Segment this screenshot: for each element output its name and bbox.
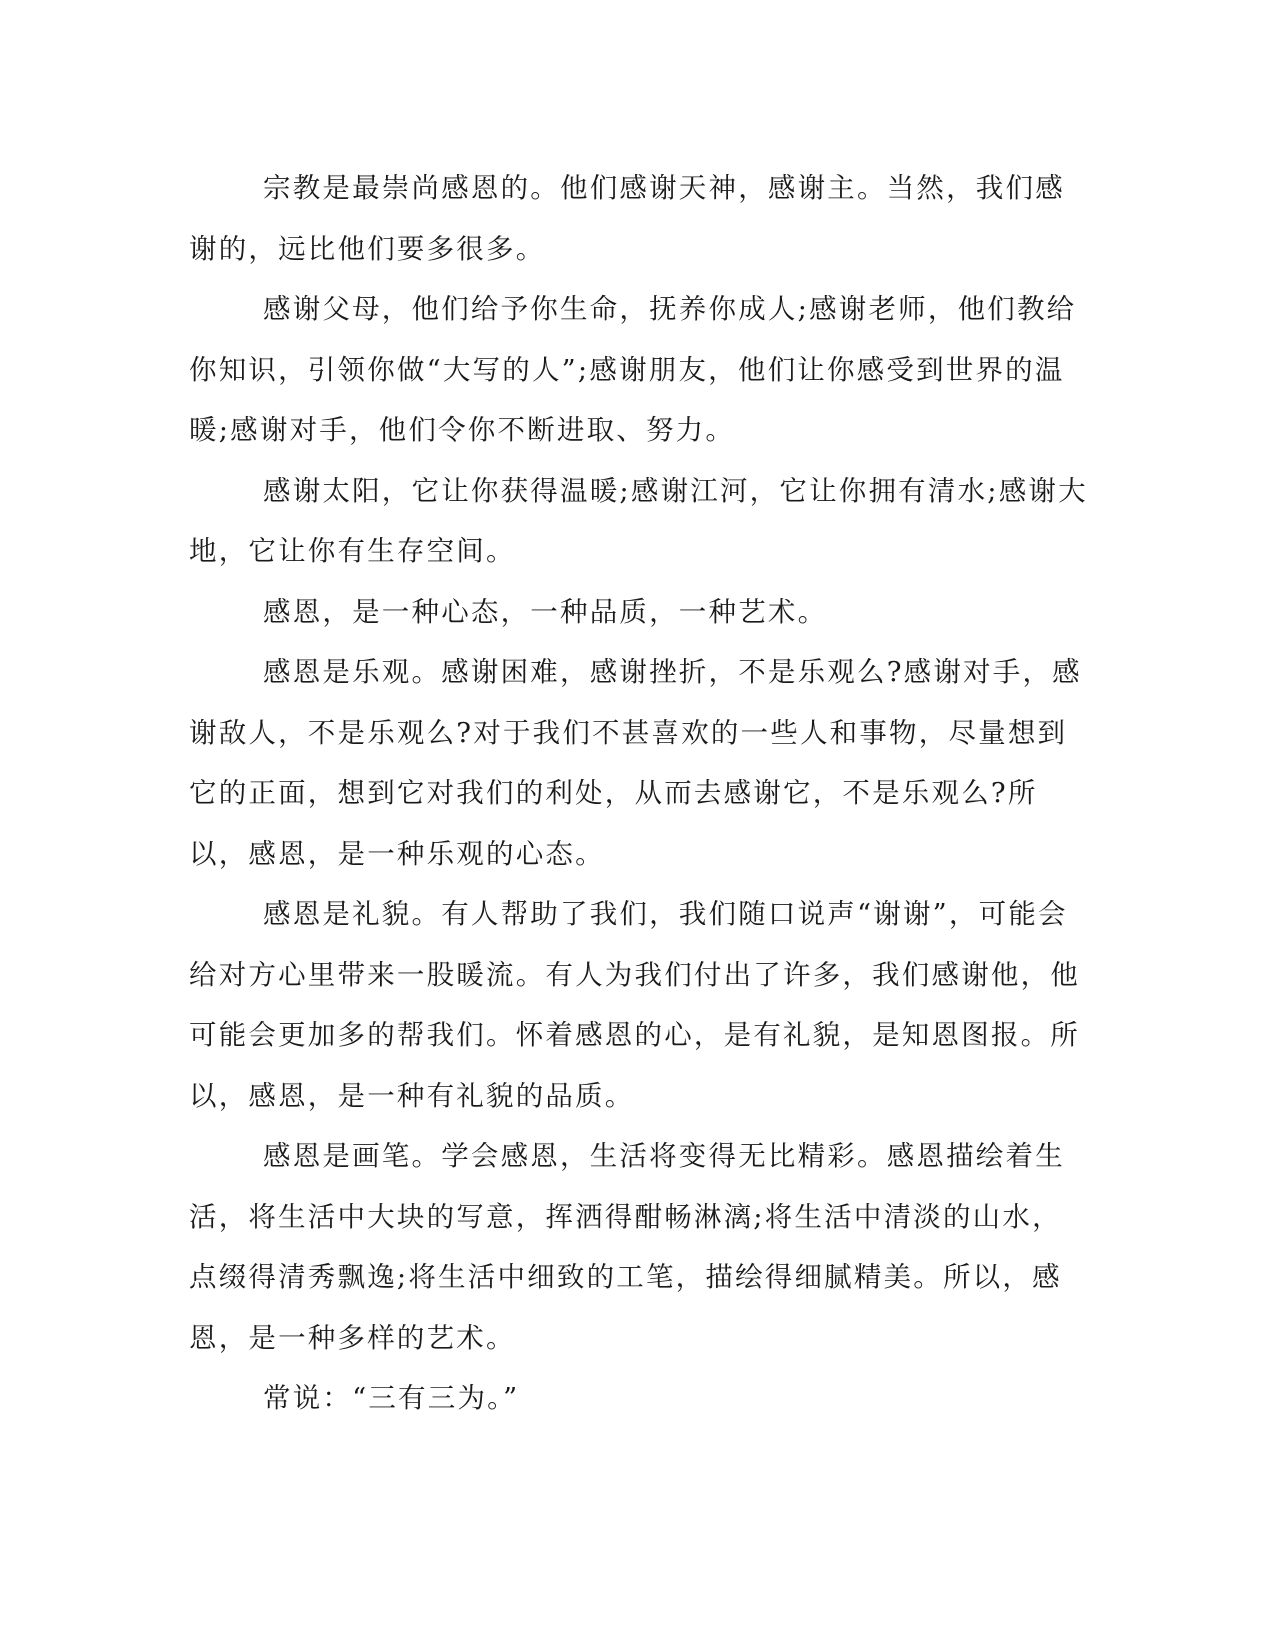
paragraph-gratitude-definition: 感恩，是一种心态，一种品质，一种艺术。	[263, 595, 828, 628]
document-body	[189, 158, 1089, 1429]
paragraph-saying: 常说：“三有三为。”	[263, 1382, 520, 1414]
paragraph-thank-people: 感谢父母，他们给予你生命，抚养你成人;感谢老师，他们教给你知识，引领你做“大写的人”;感谢朋友，他们让你感受到世界的温暖;感谢对手，他们令你不断进取、努力。	[189, 293, 1077, 446]
paragraph-paintbrush: 感恩是画笔。学会感恩，生活将变得无比精彩。感恩描绘着生活，将生活中大块的写意，挥洒得酣畅淋漓;将生活中清淡的山水，点缀得清秀飘逸;将生活中细致的工笔，描绘得细腻精美。所以，感恩，是一种多样的艺术。	[189, 1140, 1065, 1354]
paragraph-religion: 宗教是最崇尚感恩的。他们感谢天神，感谢主。当然，我们感谢的，远比他们要多很多。	[189, 172, 1065, 265]
paragraph-courtesy: 感恩是礼貌。有人帮助了我们，我们随口说声“谢谢”，可能会给对方心里带来一股暖流。有人为我们付出了许多，我们感谢他，他可能会更加多的帮我们。怀着感恩的心，是有礼貌，是知恩图报。所以，感恩，是一种有礼貌的品质。	[189, 898, 1080, 1112]
paragraph-thank-nature: 感谢太阳，它让你获得温暖;感谢江河，它让你拥有清水;感谢大地，它让你有生存空间。	[189, 474, 1088, 567]
paragraph-optimism: 感恩是乐观。感谢困难，感谢挫折，不是乐观么?感谢对手，感谢敌人，不是乐观么?对于我们不甚喜欢的一些人和事物，尽量想到它的正面，想到它对我们的利处，从而去感谢它，不是乐观么?所以，感恩，是一种乐观的心态。	[189, 656, 1082, 870]
